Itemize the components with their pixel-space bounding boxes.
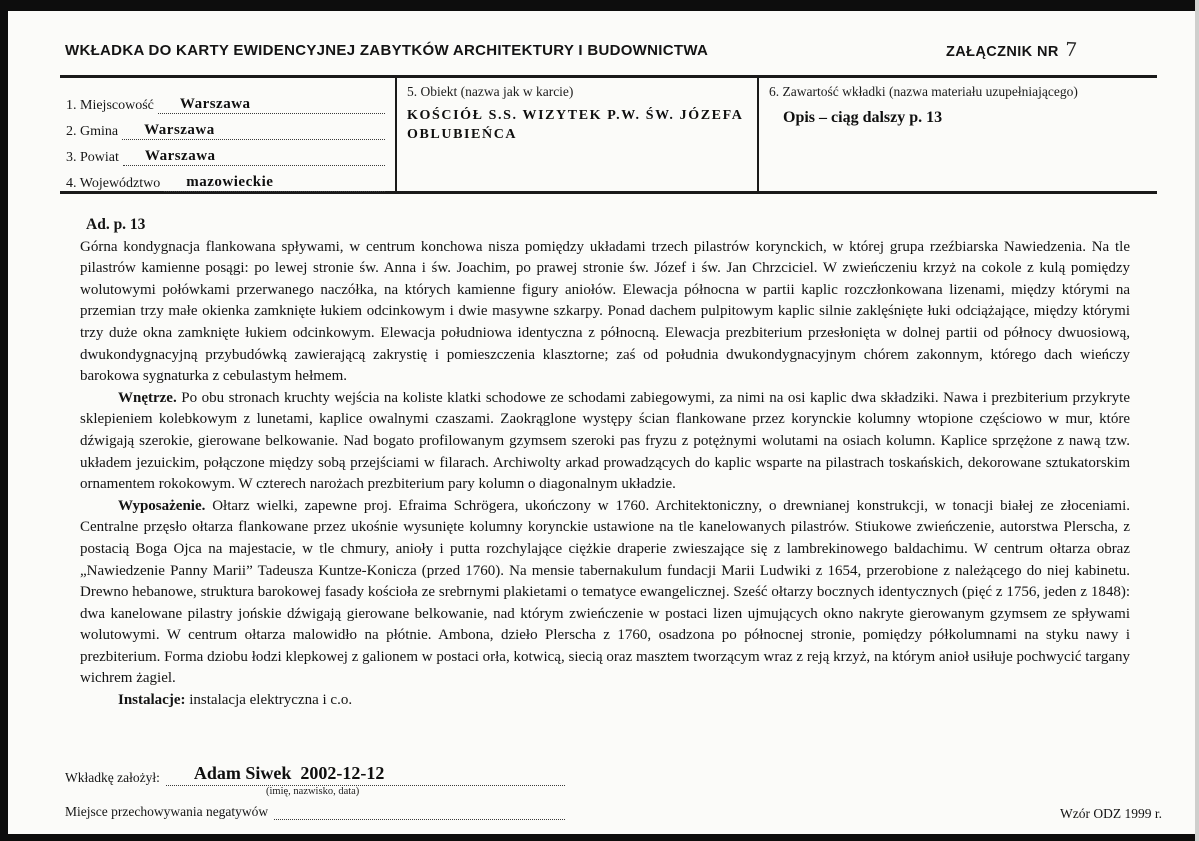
field-value: Warszawa — [144, 148, 216, 164]
paragraph-lead: Wyposażenie. — [118, 497, 206, 514]
field-label: 4. Województwo — [66, 176, 161, 191]
template-note: Wzór ODZ 1999 r. — [1060, 806, 1162, 821]
scan-edge-right — [1195, 0, 1199, 841]
dotted-line — [274, 795, 565, 820]
founder-label: Wkładkę założył: — [65, 770, 160, 785]
document-title: WKŁADKA DO KARTY EWIDENCYJNEJ ZABYTKÓW ARCHITEKTURY I BUDOWNICTWA — [65, 42, 709, 59]
scan-edge-bottom — [0, 834, 1199, 841]
object-label: 5. Obiekt (nazwa jak w karcie) — [407, 84, 574, 99]
field-label: 3. Powiat — [66, 150, 119, 165]
paragraph-text: instalacja elektryczna i c.o. — [189, 692, 353, 709]
attachment-label: ZAŁĄCZNIK NR — [946, 44, 1059, 60]
scan-edge-left — [0, 0, 8, 841]
dotted-line — [166, 761, 565, 786]
field-value: Warszawa — [144, 122, 215, 138]
field-value: mazowieckie — [186, 174, 274, 190]
attachment-number-block — [946, 39, 1077, 61]
negatives-row — [65, 798, 565, 820]
dotted-line — [164, 169, 385, 192]
field-powiat — [66, 140, 385, 166]
paragraph-elewacje — [80, 237, 1130, 388]
paragraph-wyposazenie — [80, 496, 1130, 690]
object-name: KOŚCIÓŁ S.S. WIZYTEK P.W. ŚW. JÓZEFA OBLUBIEŃCA — [407, 108, 743, 142]
paragraph-text: Ołtarz wielki, zapewne proj. Efraima Schrögera, ukończony w 1760. Architektoniczny, o drewnianej konstrukcji, w tonacji białej ze złoceniami. Centralne przęsło ołtarza flankowane przez ukośnie wysunięte kolumny korynckie ustawione na tle kanelowanych pilastrów. Stiukowe zwieńczenie, autorstwa Plerscha, z postacią Boga Ojca na majestacie, w tle chmury, anioły i putta rozchylające ciężkie draperie zwieszające się z lambrekinowego baldachimu. W centrum ołtarza obraz „Nawiedzenie Panny Marii” Tadeusza Kuntze-Konicza (przed 1760). Na mensie tabernakulum fundacji Marii Ludwiki z 1654, przerobione z należącego do niej kabinetu. Drewno hebanowe, struktura barokowej fasady kościoła ze srebrnymi plakietami o tematyce ewangelicznej. Sześć ołtarzy bocznych identycznych (pięć z 1756, jeden z 1848): dwa kanelowane pilastry jońskie dźwigają gierowane belkowanie, nad którym zwieńczenie w postaci lizen ujmujących okno nakryte gierowanym gzymsem ze spływami wolutowymi. W centrum ołtarza malowidło na płótnie. Ambona, dzieło Plerscha z 1760, osadzona po północnej stronie, pomiędzy półkolumnami na styku nawy i prezbiterium. Forma dziobu łodzi klepkowej z galionem w postaci orła, kotwicą, siecią oraz masztem tworzącym wraz z reją krzyż, na którym anioł usiłuje pochwycić targany wichrem żagiel. — [80, 497, 1130, 687]
field-value: Warszawa — [179, 96, 251, 112]
field-miejscowosc — [66, 88, 385, 114]
identification-table — [60, 75, 1157, 194]
field-label: 1. Miejscowość — [66, 98, 154, 113]
attachment-number-handwritten: 7 — [1064, 38, 1078, 62]
dotted-line — [123, 143, 385, 166]
contents-cell — [757, 78, 1157, 191]
dotted-line — [158, 91, 385, 114]
field-gmina — [66, 114, 385, 140]
field-wojewodztwo — [66, 166, 385, 192]
field-label: 2. Gmina — [66, 124, 119, 139]
negatives-label: Miejsce przechowywania negatywów — [65, 804, 269, 819]
founder-signature: Adam Siwek 2002-12-12 — [193, 763, 385, 783]
description-text — [80, 214, 1130, 712]
paragraph-lead: Wnętrze. — [118, 389, 177, 406]
founder-row — [65, 758, 565, 786]
paragraph-text: Górna kondygnacja flankowana spływami, w centrum konchowa nisza pomiędzy układami trzech pilastrów korynckich, w której grupa rzeźbiarska Nawiedzenia. Na tle pilastrów kamienne posągi: po lewej stronie św. Anna i św. Joachim, po prawej stronie św. Józef i św. Jan Chrzciciel. W zwieńczeniu krzyż na cokole z kulą pomiędzy wolutowymi połówkami przerwanego naczółka, na których kamienne figury aniołów. Elewacja północna w partii kaplic rozczłonkowana lizenami, między którymi na przemian trzy małe okienka zamknięte łukiem odcinkowym i dwie masywne szkarpy. Ponad dachem pulpitowym kaplic silnie zaklęśnięte łuki odciążające, między którymi trzy duże okna zamknięte łukiem odcinkowym. Elewacja południowa identyczna z północną. Elewacja prezbiterium przesłonięta w dolnej partii od północy dwuosiową, dwukondygnacyjną przybudówką zawierającą zakrystię i pomieszczenia klasztorne; zaś od południa dwukondygnacyjnym chórem zakonnym, którego dach wieńczy barokowa sygnaturka z cebulastym hełmem. — [80, 238, 1130, 385]
section-heading: Ad. p. 13 — [86, 216, 146, 233]
scan-edge-top — [0, 0, 1199, 11]
paper-sheet — [8, 11, 1195, 834]
dotted-line — [122, 117, 385, 140]
object-cell — [395, 78, 757, 191]
contents-label: 6. Zawartość wkładki (nazwa materiału uzupełniającego) — [769, 84, 1078, 99]
contents-value: Opis – ciąg dalszy p. 13 — [783, 109, 943, 126]
paragraph-text: Po obu stronach kruchty wejścia na koliste klatki schodowe ze schodami zabiegowymi, za nimi na osi kaplic dwa składziki. Nawa i prezbiterium przykryte sklepieniem kolebkowym z lunetami, kaplice owalnymi czaszami. Zaokrąglone występy ścian flankowane przez korynckie kolumny wtopione częściowo w mur, które dźwigają szerokie, gierowane belkowanie. Nad bogato profilowanym gzymsem szeroki pas fryzu z potężnymi wolutami na osiach kolumn. Kaplice sprzężone z nawą tzw. układem jezuickim, połączone między sobą przejściami w filarach. Archiwolty arkad prowadzących do kaplic wsparte na pilastrach toskańskich, dekorowane sztukatorskim ornamentem rokokowym. W czterech narożach prezbiterium pary kolumn o diagonalnym układzie. — [80, 389, 1131, 493]
paragraph-wnetrze — [80, 388, 1130, 496]
paragraph-instalacje — [80, 690, 1130, 712]
paragraph-lead: Instalacje: — [118, 692, 186, 709]
founder-hint: (imię, nazwisko, data) — [266, 786, 360, 797]
location-cell — [60, 78, 395, 191]
